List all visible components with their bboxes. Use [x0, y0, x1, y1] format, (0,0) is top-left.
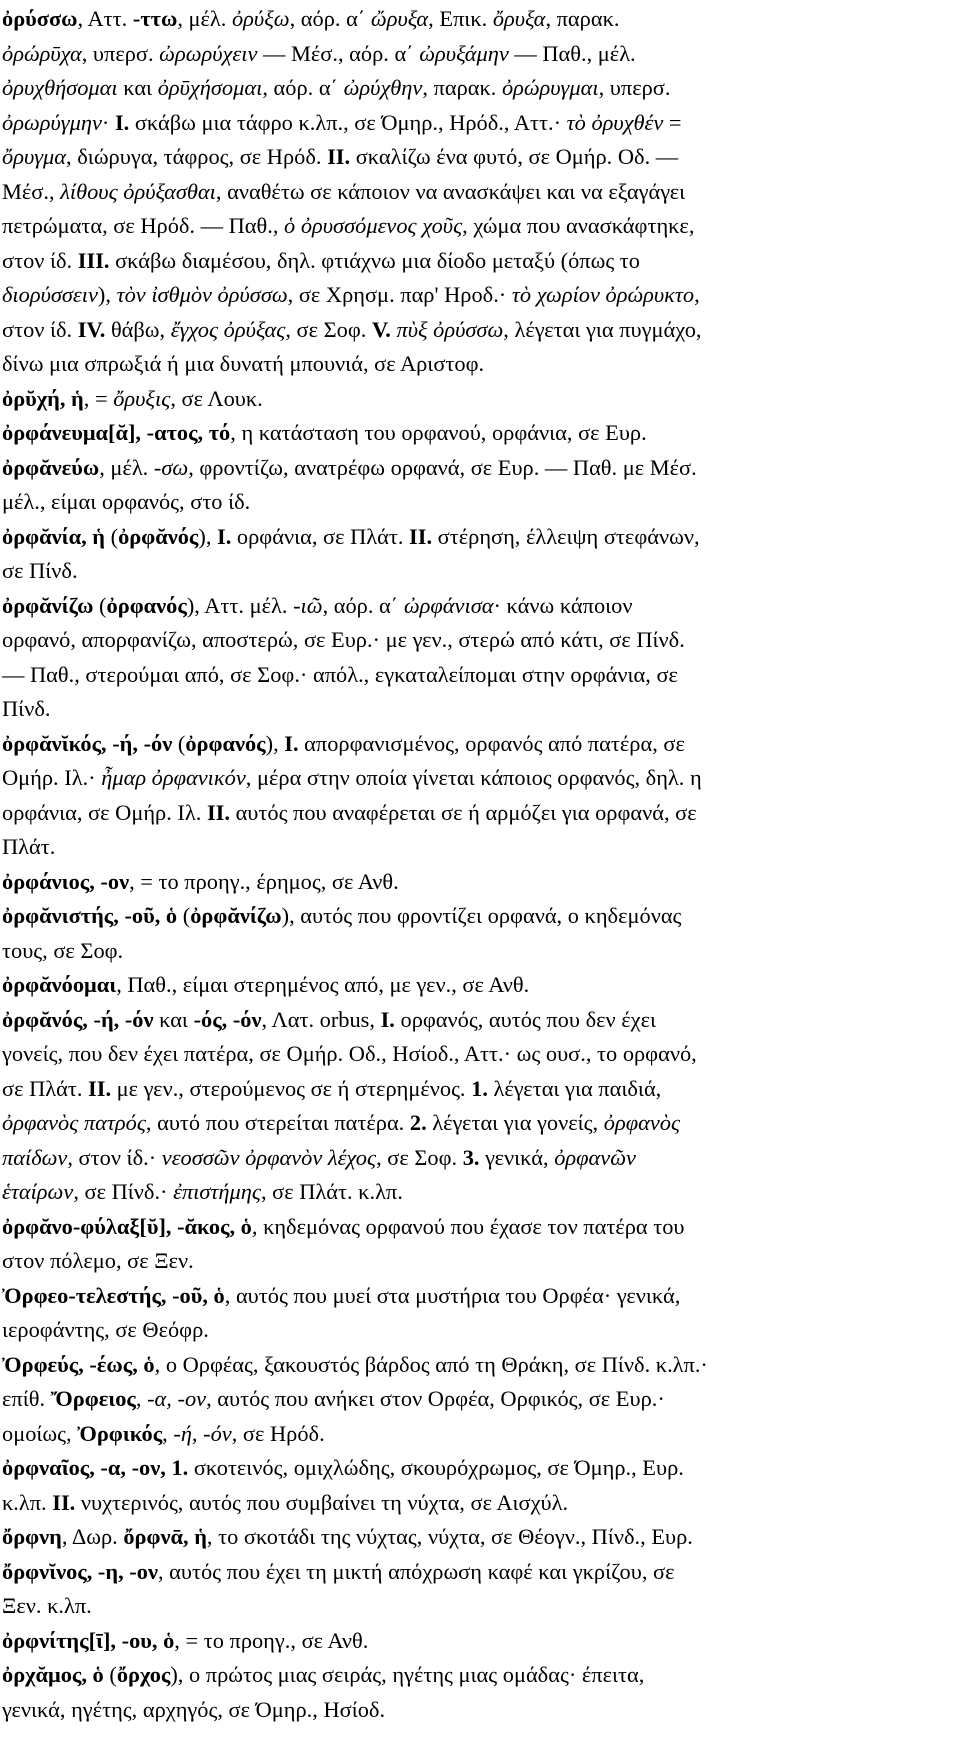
dictionary-entry [2, 1520, 960, 1555]
headword: ὄρφνη [2, 1524, 62, 1549]
headword: III. [77, 247, 110, 273]
headword: 2. [409, 1110, 427, 1135]
greek-form: τὸν ἰσθμὸν ὀρύσσω [116, 282, 288, 307]
definition-text: , σε Σοφ. [285, 316, 372, 342]
definition-text: και [153, 1006, 194, 1032]
definition-text: — Παθ., στερούμαι από, σε Σοφ.· απόλ., εγκαταλείπομαι στην ορφάνια, σε [2, 661, 678, 687]
greek-form: λίθους ὀρύξασθαι [60, 178, 216, 204]
headword: ὀρφᾰνία, ἡ [2, 523, 105, 549]
definition-text: ομοίως, [2, 1420, 78, 1446]
greek-form: παίδων [2, 1144, 68, 1170]
headword: II. [409, 523, 433, 549]
definition-text: ), [198, 523, 218, 549]
headword: ὀρφᾰνόομαι [2, 972, 117, 997]
entry-line [2, 1037, 960, 1072]
headword: ὀρφᾰνίζω [190, 903, 282, 928]
entry-line [2, 1072, 960, 1107]
definition-text: , = το προηγ., σε Ανθ. [174, 1627, 369, 1653]
greek-form: ὀρώρῡχα [2, 40, 82, 66]
definition-text: Ομήρ. Ιλ.· [2, 765, 102, 790]
definition-text: λέγεται για παιδιά, [487, 1075, 662, 1101]
headword: ὀρφᾰνο-φύλαξ[ῠ], -ᾰκος, ὁ [2, 1213, 252, 1239]
greek-form: διορύσσειν [2, 282, 98, 307]
entry-line [2, 623, 960, 658]
definition-text: , υπερσ. [81, 40, 160, 66]
definition-text: Ξεν. κ.λπ. [2, 1593, 92, 1618]
definition-text: πετρώματα, σε Ηρόδ. — Παθ., [2, 213, 285, 238]
entry-line [2, 934, 960, 969]
definition-text: σε Πίνδ. [2, 558, 78, 583]
headword: ὀρφᾰνός, -ή, -όν [2, 1006, 154, 1032]
definition-text: , μέλ. [99, 454, 154, 480]
headword: ὀρφᾰνεύω [2, 454, 100, 480]
definition-text: , Αττ. [77, 6, 133, 31]
dictionary-entry [2, 382, 960, 417]
definition-text: , το σκοτάδι της νύχτας, νύχτα, σε Θέογν., Πίνδ., Ευρ. [206, 1524, 693, 1549]
headword: ὀρφᾰνῐκός, -ή, -όν [2, 730, 173, 756]
definition-text: , [694, 282, 700, 307]
headword: Ὀρφεύς, -έως, ὁ [2, 1351, 155, 1377]
headword: ὀρφᾰνός [118, 523, 199, 549]
headword: V. [371, 316, 391, 342]
definition-text: , παρακ. [422, 75, 502, 100]
definition-text: νυχτερινός, αυτός που συμβαίνει τη νύχτα, σε Αισχύλ. [75, 1489, 569, 1515]
greek-form: νεοσσῶν ὀρφανὸν λέχος [161, 1144, 377, 1170]
definition-text: , αυτός που μυεί στα μυστήρια του Ορφέα· γενικά, [224, 1282, 681, 1308]
definition-text: σκάβω μια τάφρο κ.λπ., σε Όμηρ., Ηρόδ., Αττ.· [129, 109, 567, 135]
entry-line [2, 692, 960, 727]
definition-text: , αόρ. α΄ [322, 592, 404, 618]
definition-text: κ.λπ. [2, 1489, 53, 1515]
dictionary-entry [2, 727, 960, 865]
entry-line [2, 1210, 960, 1245]
definition-text: , = [83, 385, 114, 411]
definition-text: και [117, 75, 158, 100]
entry-line [2, 451, 960, 486]
definition-text: γενικά, ηγέτης, αρχηγός, σε Όμηρ., Ησίοδ. [2, 1696, 386, 1722]
greek-form: τὸ ὀρυχθέν [566, 109, 664, 135]
entry-line [2, 1348, 960, 1383]
definition-text: ιεροφάντης, σε Θεόφρ. [2, 1317, 209, 1342]
headword: ὀρφανός [106, 592, 187, 618]
headword: I. [284, 730, 299, 756]
dictionary-entry [2, 899, 960, 968]
dictionary-entry [2, 520, 960, 589]
greek-form: ὠρφάνισα [403, 592, 494, 618]
entry-line [2, 1417, 960, 1452]
greek-form: ὄρυξα [492, 6, 546, 31]
definition-text: ( [105, 523, 119, 549]
greek-form: ὤρυξα [370, 6, 429, 31]
entry-line [2, 658, 960, 693]
entry-line [2, 761, 960, 796]
definition-text: στέρηση, έλλειψη στεφάνων, [432, 523, 700, 549]
definition-text: , στον ίδ.· [67, 1144, 162, 1170]
definition-text: ), Αττ. μέλ. [186, 592, 294, 618]
definition-text: μέλ., είμαι ορφανός, στο ίδ. [2, 489, 251, 514]
definition-text: , [162, 1420, 174, 1446]
headword: Ὀρφικός [77, 1420, 163, 1446]
greek-form: ἑταίρων [2, 1179, 74, 1204]
entry-line [2, 1555, 960, 1590]
entry-line [2, 1520, 960, 1555]
greek-form: ὠρωρύχειν [159, 40, 258, 66]
entry-line [2, 554, 960, 589]
definition-text: με γεν., στερούμενος σε ή στερημένος. [111, 1075, 472, 1101]
dictionary-entry [2, 1658, 960, 1727]
definition-text: λέγεται για γονείς, [426, 1110, 604, 1135]
entry-line [2, 1486, 960, 1521]
entry-line [2, 727, 960, 762]
headword: ὀρύσσω [2, 6, 78, 31]
definition-text: , σε Ηρόδ. [231, 1420, 325, 1446]
headword: -ττω [132, 6, 178, 31]
definition-text: , αυτός που ανήκει στον Ορφέα, Ορφικός, σε Ευρ.· [206, 1386, 665, 1411]
entry-line [2, 1693, 960, 1728]
definition-text: επίθ. [2, 1386, 51, 1411]
entry-line [2, 968, 960, 1003]
greek-form: ὀρφανὸς [603, 1110, 681, 1135]
definition-text: απορφανισμένος, ορφανός από πατέρα, σε [298, 730, 685, 756]
entry-line [2, 313, 960, 348]
greek-form: ἐπιστήμης [173, 1179, 261, 1204]
headword: I. [114, 109, 130, 135]
definition-text: τους, σε Σοφ. [2, 937, 124, 963]
definition-text: σε Πλάτ. [2, 1075, 89, 1101]
definition-text: — Μέσ., αόρ. α΄ [257, 40, 420, 66]
greek-form: ὀρῡχήσομαι [157, 75, 263, 100]
headword: ὀρφᾰνιστής, -οῦ, ὁ [2, 903, 178, 928]
definition-text: δίνω μια σπρωξιά ή μια δυνατή μπουνιά, σε Αριστοφ. [2, 351, 485, 376]
definition-text: , αόρ. α΄ [262, 75, 344, 100]
headword: ὄρχος [116, 1662, 171, 1687]
definition-text: ( [177, 903, 191, 928]
entry-line [2, 1003, 960, 1038]
entry-line [2, 485, 960, 520]
entry-line [2, 899, 960, 934]
entry-line [2, 106, 960, 141]
entry-line [2, 1589, 960, 1624]
definition-text: αυτός που αναφέρεται σε ή αρμόζει για ορφανά, σε [229, 799, 697, 825]
headword: ὀρφάνιος, -ον [2, 868, 130, 894]
definition-text: θάβω, [105, 316, 171, 342]
definition-text: , αναθέτω σε κάποιον να ανασκάψει και να εξαγάγει [215, 178, 686, 204]
dictionary-entry [2, 1555, 960, 1624]
definition-text: , Δωρ. [61, 1524, 124, 1549]
definition-text: ορφανό, απορφανίζω, αποστερώ, σε Ευρ.· με γεν., στερώ από κάτι, σε Πίνδ. [2, 627, 685, 652]
definition-text: , σε Πίνδ.· [73, 1179, 174, 1204]
entry-line [2, 382, 960, 417]
greek-form: ὠρυξάμην [419, 40, 509, 66]
headword: II. [327, 144, 351, 169]
headword: ὀρφάνευμα[ᾰ], -ατος, τό [2, 420, 231, 445]
definition-text: , μέλ. [177, 6, 232, 31]
entry-line [2, 209, 960, 244]
definition-text: Πλάτ. [2, 834, 56, 859]
greek-form: ὠρύχθην [343, 75, 423, 100]
definition-text: σκάβω διαμέσου, δηλ. φτιάχνω μια δίοδο μεταξύ (όπως το [109, 247, 640, 273]
greek-form: ὀρύξω [231, 6, 290, 31]
dictionary-entry [2, 1003, 960, 1210]
headword: ὀρφανός [185, 730, 266, 756]
definition-text: , χώμα που ανασκάφτηκε, [462, 213, 695, 238]
greek-form: -ιῶ [293, 592, 323, 618]
definition-text: , Παθ., είμαι στερημένος από, με γεν., σε Ανθ. [116, 972, 530, 997]
definition-text: , αυτό που στερείται πατέρα. [145, 1110, 410, 1135]
dictionary-entry [2, 865, 960, 900]
entry-line [2, 589, 960, 624]
headword: -ός, -όν [193, 1006, 262, 1032]
definition-text: στον ίδ. [2, 247, 78, 273]
definition-text: , αόρ. α΄ [289, 6, 371, 31]
definition-text: , παρακ. [545, 6, 620, 31]
definition-text: γονείς, που δεν έχει πατέρα, σε Ομήρ. Οδ., Ησίοδ., Αττ.· ως ουσ., το ορφανό, [2, 1041, 697, 1066]
definition-text: , αυτός που έχει τη μικτή απόχρωση καφέ και γκρίζου, σε [157, 1558, 675, 1584]
dictionary-entry [2, 451, 960, 520]
greek-form: -ή, -όν [173, 1420, 232, 1446]
entry-line [2, 347, 960, 382]
definition-text: , Λατ. orbus, [261, 1006, 381, 1032]
greek-form: ἦμαρ ὀρφανικόν [101, 765, 246, 790]
headword: II. [206, 799, 230, 825]
entry-line [2, 1141, 960, 1176]
entry-line [2, 796, 960, 831]
greek-form: ὀρυχθήσομαι [2, 75, 118, 100]
definition-text: Μέσ., [2, 178, 61, 204]
headword: Ὄρφειος [50, 1386, 136, 1411]
definition-text: · κάνω κάποιον [493, 592, 633, 618]
entry-line [2, 1382, 960, 1417]
entry-line [2, 1106, 960, 1141]
headword: ὄρφνᾱ, ἡ [123, 1524, 207, 1549]
entry-line [2, 416, 960, 451]
definition-text: ορφάνια, σε Ομήρ. Ιλ. [2, 799, 207, 825]
greek-form: ὀρφανῶν [554, 1144, 636, 1170]
definition-text: ), ο πρώτος μιας σειράς, ηγέτης μιας ομάδας· έπειτα, [170, 1662, 645, 1687]
greek-form: ὀρφανὸς πατρός [2, 1110, 146, 1135]
headword: ὀρφᾰνίζω [2, 592, 94, 618]
entry-line [2, 1624, 960, 1659]
definition-text: σκαλίζω ένα φυτό, σε Ομήρ. Οδ. — [350, 144, 679, 169]
greek-form: ἔγχος ὀρύξας [170, 316, 286, 342]
definition-text: ), [97, 282, 117, 307]
definition-text: γενικά, [479, 1144, 555, 1170]
definition-text: ( [93, 592, 107, 618]
headword: Ὀρφεο-τελεστής, -οῦ, ὁ [2, 1282, 225, 1308]
headword: II. [52, 1489, 76, 1515]
headword: ὀρφνίτης[ῑ], -ου, ὁ [2, 1627, 175, 1653]
entry-line [2, 1175, 960, 1210]
definition-text: , φροντίζω, ανατρέφω ορφανά, σε Ευρ. — Παθ. με Μέσ. [188, 454, 697, 480]
definition-text: Πίνδ. [2, 696, 51, 721]
entry-line [2, 830, 960, 865]
dictionary-entry [2, 1624, 960, 1659]
headword: ὀρχᾰμος, ὁ [2, 1662, 104, 1687]
dictionary-entry [2, 2, 960, 382]
definition-text: , μέρα στην οποία γίνεται κάποιος ορφανός, δηλ. η [245, 765, 702, 790]
definition-text: , σε Πλάτ. κ.λπ. [260, 1179, 403, 1204]
entry-line [2, 865, 960, 900]
definition-text: ορφάνια, σε Πλάτ. [231, 523, 410, 549]
greek-form: ὀρώρυγμαι [501, 75, 599, 100]
definition-text: , σε Σοφ. [376, 1144, 463, 1170]
headword: ὀρῠχή, ἡ [2, 385, 84, 411]
entry-line [2, 1658, 960, 1693]
headword: II. [88, 1075, 112, 1101]
dictionary-entry [2, 1348, 960, 1452]
definition-text: ), αυτός που φροντίζει ορφανά, ο κηδεμόνας [281, 903, 682, 928]
greek-form: πὺξ ὀρύσσω [396, 316, 504, 342]
definition-text: , Επικ. [428, 6, 493, 31]
definition-text: , [135, 1386, 148, 1411]
definition-text: , σε Λουκ. [170, 385, 263, 411]
definition-text: στον ίδ. [2, 316, 78, 342]
greek-form: τὸ χωρίον ὀρώρυκτο [511, 282, 695, 307]
greek-form: -σω [153, 454, 189, 480]
entry-line [2, 140, 960, 175]
greek-form: -α, -ον [147, 1386, 207, 1411]
headword: ὄρφνῐνος, -η, -ον [2, 1558, 158, 1584]
definition-text: ( [103, 1662, 117, 1687]
greek-form: ὄρυξις [113, 385, 171, 411]
entry-line [2, 1451, 960, 1486]
entry-line [2, 71, 960, 106]
entry-line [2, 175, 960, 210]
definition-text: , διώρυγα, τάφρος, σε Ηρόδ. [66, 144, 328, 169]
definition-text: , λέγεται για πυγμάχο, [503, 316, 702, 342]
dictionary-entry [2, 1210, 960, 1279]
dictionary-entry [2, 416, 960, 451]
entry-line [2, 1279, 960, 1314]
definition-text: , = το προηγ., έρημος, σε Ανθ. [129, 868, 399, 894]
entry-line [2, 1244, 960, 1279]
headword: I. [380, 1006, 395, 1032]
dictionary-entry [2, 1279, 960, 1348]
definition-text: , υπερσ. [598, 75, 671, 100]
entry-line [2, 2, 960, 37]
greek-form: ὀρωρύγμην [2, 109, 102, 135]
definition-text: = [663, 109, 682, 135]
headword: 1. [471, 1075, 488, 1101]
definition-text: ), [265, 730, 285, 756]
headword: IV. [77, 316, 106, 342]
definition-text: ( [172, 730, 186, 756]
greek-form: ὄρυγμα [2, 144, 67, 169]
headword: 3. [462, 1144, 480, 1170]
greek-form: ὁ ὀρυσσόμενος χοῦς [284, 213, 463, 238]
entry-line [2, 244, 960, 279]
dictionary-entry [2, 968, 960, 1003]
entry-line [2, 278, 960, 313]
definition-text: ορφανός, αυτός που δεν έχει [394, 1006, 657, 1032]
headword: I. [217, 523, 232, 549]
definition-text: , ο Ορφέας, ξακουστός βάρδος από τη Θράκη, σε Πίνδ. κ.λπ.· [154, 1351, 708, 1377]
entry-line [2, 520, 960, 555]
entry-line [2, 1313, 960, 1348]
definition-text: στον πόλεμο, σε Ξεν. [2, 1248, 194, 1273]
definition-text: σκοτεινός, ομιχλώδης, σκουρόχρωμος, σε Όμηρ., Ευρ. [188, 1455, 684, 1480]
headword: ὀρφναῖος, -α, -ον, 1. [2, 1455, 189, 1480]
dictionary-entry [2, 589, 960, 727]
dictionary-entry [2, 1451, 960, 1520]
definition-text: , η κατάσταση του ορφανού, ορφάνια, σε Ευρ. [230, 420, 647, 445]
definition-text: · [101, 109, 115, 135]
definition-text: , σε Χρησμ. παρ' Ηροδ.· [287, 282, 512, 307]
entry-line [2, 37, 960, 72]
definition-text: , κηδεμόνας ορφανού που έχασε τον πατέρα του [251, 1213, 685, 1239]
definition-text: — Παθ., μέλ. [508, 40, 636, 66]
